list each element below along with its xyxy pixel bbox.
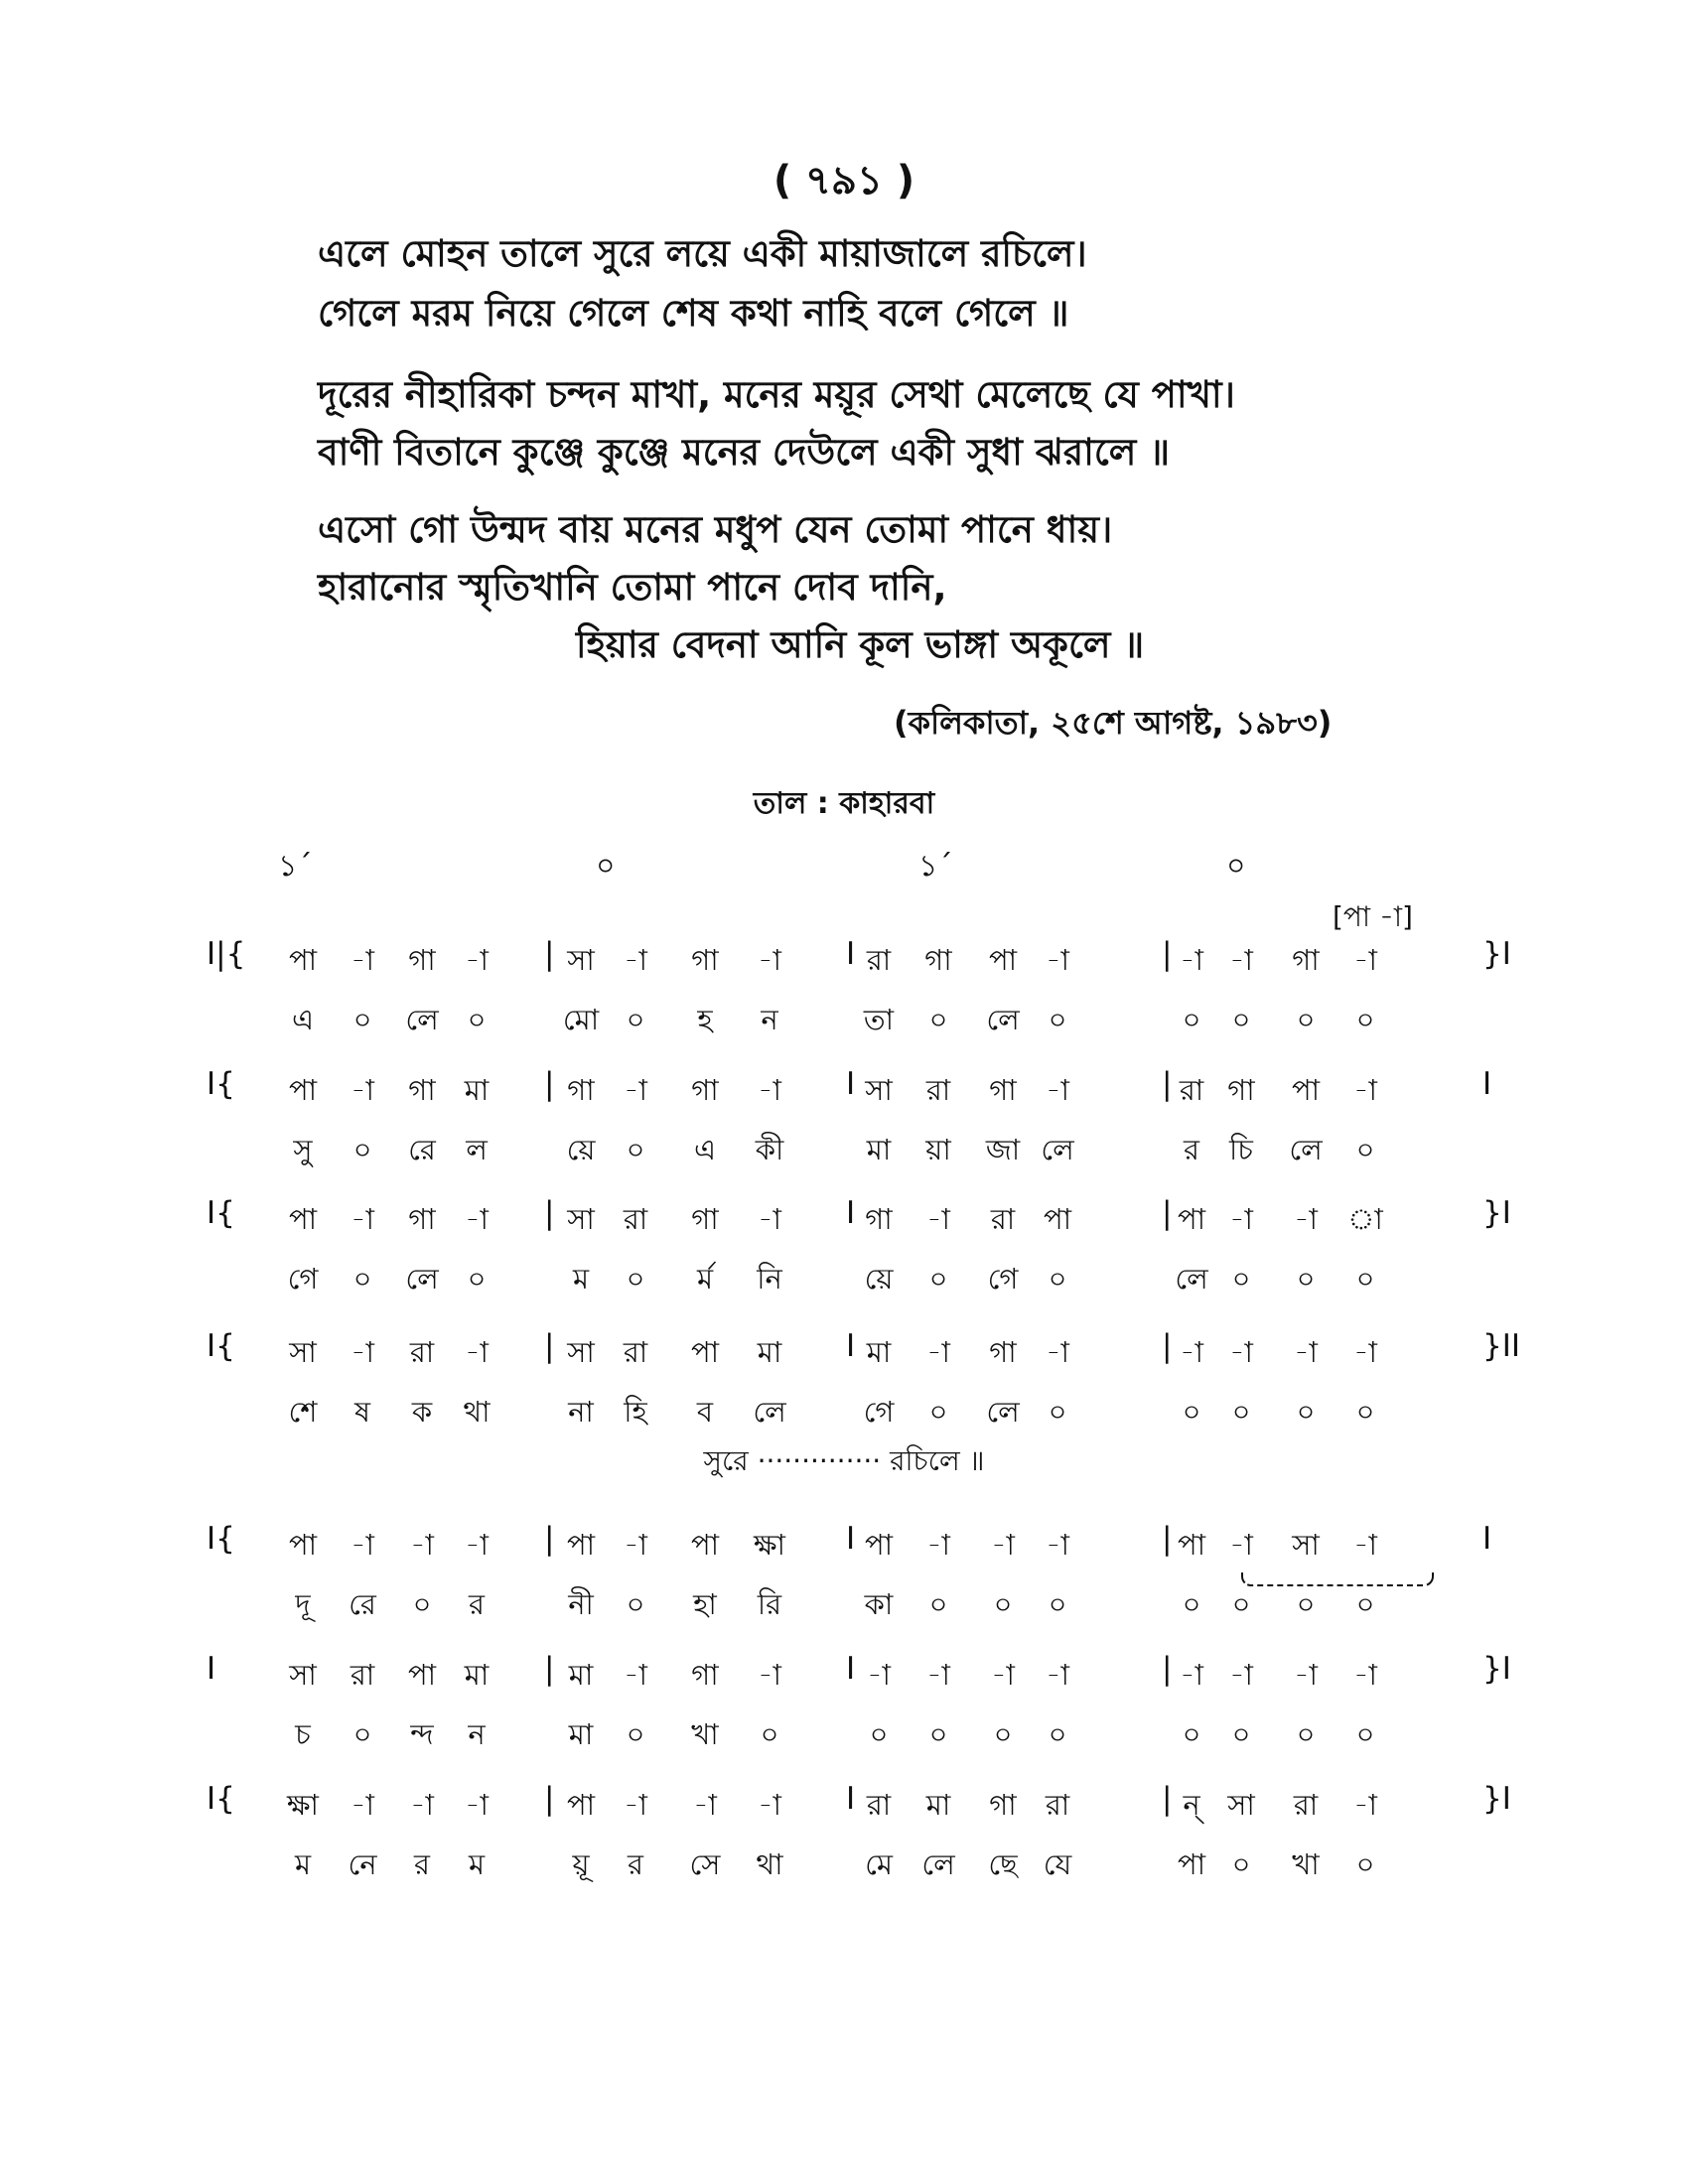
bar-separator: |: [544, 1781, 555, 1817]
swara-note: গা: [989, 1788, 1017, 1822]
swara-note: -া: [1353, 943, 1377, 977]
lyric-syllable: তা: [863, 1003, 895, 1036]
lyric-syllable: ০: [1296, 1262, 1316, 1296]
bar-separator: |: [544, 1651, 555, 1687]
lyric-syllable: লে: [753, 1395, 786, 1429]
lyric-syllable: ০: [626, 1003, 645, 1036]
swara-note: পা: [1291, 1073, 1321, 1107]
bar-separator: I: [846, 1328, 856, 1364]
swara-note: -া: [465, 1528, 489, 1562]
lyric-syllable: ০: [760, 1717, 779, 1751]
swara-note: সা: [289, 1658, 317, 1692]
swara-note: -া: [624, 1658, 647, 1692]
bar-separator: |: [1162, 1781, 1173, 1817]
lyric-syllable: র: [1184, 1133, 1199, 1166]
swara-note: গা: [408, 1202, 436, 1236]
lyric-syllable: ম: [572, 1262, 590, 1296]
lyric-syllable: গে: [287, 1262, 319, 1296]
swara-note: পা: [690, 1335, 720, 1369]
lyric-syllable: ০: [412, 1587, 432, 1621]
bar-separator: |: [1162, 1066, 1173, 1102]
swara-note: সা: [865, 1073, 893, 1107]
row-end-bar: }I: [1482, 1781, 1511, 1817]
swara-note: -া: [1046, 943, 1069, 977]
lyric-line: হারানোর স্মৃতিখানি তোমা পানে দোব দানি,: [318, 566, 947, 609]
lyric-syllable: চি: [1229, 1133, 1253, 1166]
lyric-syllable: ০: [1048, 1003, 1067, 1036]
swara-note: -া: [351, 1073, 374, 1107]
lyric-syllable: লে: [986, 1003, 1020, 1036]
swara-note: গা: [989, 1073, 1017, 1107]
swara-note: -া: [624, 1788, 647, 1822]
lyric-syllable: ০: [352, 1262, 372, 1296]
swara-note: গা: [408, 1073, 436, 1107]
swara-note: মা: [757, 1335, 782, 1369]
swara-note: -া: [1180, 943, 1203, 977]
swara-note: -া: [351, 1202, 374, 1236]
bar-separator: |: [1162, 1521, 1173, 1557]
swara-note: পা: [1043, 1202, 1072, 1236]
row-start-bar: I{: [207, 1521, 235, 1557]
lyric-syllable: হি: [624, 1395, 647, 1429]
swara-note: মা: [464, 1073, 490, 1107]
swara-note: -া: [624, 1528, 647, 1562]
swara-note: রা: [925, 1073, 951, 1107]
swara-note: গা: [1227, 1073, 1255, 1107]
lyric-syllable: ন্দ: [410, 1717, 434, 1751]
lyric-syllable: ০: [1182, 1587, 1201, 1621]
bar-separator: |: [544, 1066, 555, 1102]
lyric-syllable: ষ: [354, 1395, 370, 1429]
lyric-syllable: য়ে: [864, 1262, 894, 1296]
swara-note: া: [1347, 1202, 1383, 1236]
swara-note: পা: [566, 1528, 596, 1562]
swara-note: মা: [464, 1658, 490, 1692]
swara-note: গা: [691, 1658, 719, 1692]
swara-note: -া: [1046, 1335, 1069, 1369]
lyric-syllable: লে: [1289, 1133, 1323, 1166]
row-start-bar: I{: [207, 1066, 235, 1102]
lyric-syllable: ০: [1355, 1262, 1375, 1296]
swara-note: মা: [925, 1788, 951, 1822]
lyric-syllable: ০: [928, 1003, 948, 1036]
swara-note: গা: [691, 943, 719, 977]
swara-note: রা: [866, 943, 892, 977]
bar-separator: I: [846, 1066, 856, 1102]
lyric-syllable: গে: [863, 1395, 895, 1429]
swara-note: -া: [1229, 943, 1253, 977]
lyric-syllable: কী: [755, 1133, 784, 1166]
lyric-syllable: মে: [865, 1847, 893, 1881]
lyric-syllable: লে: [921, 1847, 955, 1881]
lyric-syllable: চ: [295, 1717, 311, 1751]
swara-note: -া: [1046, 1073, 1069, 1107]
bar-separator: |: [544, 936, 555, 972]
lyric-syllable: র: [628, 1847, 643, 1881]
row-end-bar: }II: [1482, 1328, 1521, 1364]
lyric-syllable: ছে: [988, 1847, 1018, 1881]
lyric-syllable: ০: [1048, 1262, 1067, 1296]
swara-note: সা: [289, 1335, 317, 1369]
swara-note: -া: [624, 1073, 647, 1107]
swara-note: -া: [758, 1202, 781, 1236]
swara-note: রা: [409, 1335, 435, 1369]
lyric-syllable: নে: [348, 1847, 377, 1881]
swara-note: রা: [350, 1658, 375, 1692]
swara-note: -া: [1046, 1528, 1069, 1562]
lyric-syllable: ম: [468, 1847, 486, 1881]
row-start-bar: I{: [207, 1328, 235, 1364]
lyric-syllable: রি: [757, 1587, 782, 1621]
swara-note: -া: [1353, 1788, 1377, 1822]
lyric-syllable: নি: [757, 1262, 782, 1296]
swara-note: রা: [1179, 1073, 1204, 1107]
lyric-syllable: ০: [928, 1262, 948, 1296]
bar-separator: |: [544, 1195, 555, 1231]
row-end-bar: }I: [1482, 1195, 1511, 1231]
lyric-syllable: পা: [1177, 1847, 1206, 1881]
swara-note: রা: [623, 1202, 648, 1236]
swara-note: পা: [288, 1528, 318, 1562]
lyric-syllable: লে: [1041, 1133, 1074, 1166]
swara-note: পা: [288, 1073, 318, 1107]
swara-note: গা: [567, 1073, 595, 1107]
swara-note: -া: [410, 1528, 434, 1562]
swara-note: -া: [1180, 1658, 1203, 1692]
lyric-syllable: ০: [993, 1717, 1013, 1751]
lyric-syllable: হ: [697, 1003, 713, 1036]
swara-note: গা: [865, 1202, 893, 1236]
swara-note: পা: [690, 1528, 720, 1562]
swara-note: পা: [1177, 1202, 1206, 1236]
lyric-syllable: ০: [626, 1587, 645, 1621]
lyric-syllable: সে: [689, 1847, 721, 1881]
swara-note: -া: [758, 1658, 781, 1692]
lyric-syllable: ০: [626, 1262, 645, 1296]
lyric-syllable: এ: [291, 1003, 315, 1036]
lyric-syllable: ০: [1231, 1717, 1251, 1751]
lyric-syllable: ০: [352, 1003, 372, 1036]
alternate-notes: [পা -া]: [1333, 900, 1413, 933]
swara-note: -া: [1294, 1658, 1318, 1692]
swara-note: গা: [691, 1202, 719, 1236]
lyric-syllable: দূ: [295, 1587, 311, 1621]
lyric-syllable: ০: [1355, 1717, 1375, 1751]
swara-note: -া: [1229, 1658, 1253, 1692]
row-start-bar: I: [207, 1651, 216, 1687]
row-start-bar: I{: [207, 1195, 235, 1231]
swara-note: রা: [990, 1202, 1016, 1236]
lyric-syllable: ০: [352, 1133, 372, 1166]
lyric-syllable: ০: [626, 1133, 645, 1166]
lyric-syllable: র: [414, 1847, 430, 1881]
lyric-syllable: কা: [864, 1587, 894, 1621]
lyric-syllable: ব: [696, 1395, 714, 1429]
lyric-syllable: ০: [1355, 1133, 1375, 1166]
lyric-syllable: না: [568, 1395, 594, 1429]
lyric-syllable: লে: [405, 1262, 439, 1296]
lyric-line: এলে মোহন তালে সুরে লয়ে একী মায়াজালে রচিলে।: [318, 232, 1087, 275]
lyric-line: গেলে মরম নিয়ে গেলে শেষ কথা নাহি বলে গেলে ॥: [318, 292, 1069, 335]
lyric-syllable: ০: [1182, 1717, 1201, 1751]
swara-note: -া: [465, 1788, 489, 1822]
swara-note: -া: [1353, 1658, 1377, 1692]
swara-note: মা: [568, 1658, 594, 1692]
swara-note: গা: [924, 943, 952, 977]
lyric-syllable: সু: [293, 1133, 313, 1166]
swara-note: পা: [288, 1202, 318, 1236]
lyric-syllable: খা: [1292, 1847, 1320, 1881]
bar-separator: |: [544, 1328, 555, 1364]
row-end-bar: I: [1482, 1521, 1492, 1557]
bar-separator: |: [1162, 1651, 1173, 1687]
lyric-syllable: মা: [866, 1133, 892, 1166]
row-start-bar: I|{: [207, 936, 246, 972]
swara-note: মা: [866, 1335, 892, 1369]
swara-note: পা: [566, 1788, 596, 1822]
lyric-syllable: য়ে: [566, 1133, 596, 1166]
beat-marker: ০: [596, 849, 616, 884]
swara-note: -া: [1229, 1335, 1253, 1369]
swara-note: -া: [991, 1658, 1015, 1692]
swara-note: -া: [867, 1658, 891, 1692]
slur-mark: [1241, 1572, 1434, 1586]
lyric-syllable: ০: [993, 1587, 1013, 1621]
lyric-syllable: ন: [468, 1717, 486, 1751]
swara-note: -া: [351, 1788, 374, 1822]
lyric-syllable: ০: [1296, 1395, 1316, 1429]
refrain-note: সুরে ·············· রচিলে ॥: [703, 1444, 985, 1477]
lyric-line: হিয়ার বেদনা আনি কূল ভাঙ্গা অকূলে ॥: [576, 623, 1145, 666]
swara-note: -া: [1229, 1202, 1253, 1236]
lyric-syllable: ০: [1355, 1003, 1375, 1036]
swara-note: -া: [758, 943, 781, 977]
swara-note: -া: [1180, 1335, 1203, 1369]
swara-note: সা: [567, 943, 595, 977]
swara-note: -া: [351, 1528, 374, 1562]
swara-note: -া: [1353, 1073, 1377, 1107]
page-number: ( ৭৯১ ): [773, 158, 915, 204]
row-start-bar: I{: [207, 1781, 235, 1817]
lyric-line: এসো গো উন্মদ বায় মনের মধুপ যেন তোমা পানে ধায়।: [318, 508, 1113, 551]
swara-note: গা: [408, 943, 436, 977]
lyric-syllable: শে: [288, 1395, 318, 1429]
lyric-syllable: ০: [928, 1395, 948, 1429]
lyric-syllable: লে: [986, 1395, 1020, 1429]
lyric-syllable: হা: [693, 1587, 717, 1621]
swara-note: -া: [758, 1073, 781, 1107]
lyric-syllable: ০: [1231, 1587, 1251, 1621]
lyric-line: দূরের নীহারিকা চন্দন মাখা, মনের ময়ূর সেথা মেলেছে যে পাখা।: [318, 373, 1235, 416]
swara-note: -া: [926, 1658, 950, 1692]
swara-note: -া: [1294, 1335, 1318, 1369]
lyric-syllable: লে: [405, 1003, 439, 1036]
lyric-syllable: থা: [756, 1847, 783, 1881]
lyric-syllable: গে: [987, 1262, 1019, 1296]
lyric-syllable: রে: [349, 1587, 376, 1621]
lyric-syllable: ০: [1355, 1847, 1375, 1881]
lyric-syllable: ০: [928, 1587, 948, 1621]
swara-note: -া: [465, 1335, 489, 1369]
row-end-bar: }I: [1482, 1651, 1511, 1687]
swara-note: -া: [351, 943, 374, 977]
swara-note: -া: [410, 1788, 434, 1822]
swara-note: পা: [407, 1658, 437, 1692]
swara-note: -া: [465, 1202, 489, 1236]
swara-note: -া: [465, 943, 489, 977]
swara-note: -া: [1353, 1335, 1377, 1369]
swara-note: সা: [567, 1202, 595, 1236]
swara-note: -া: [926, 1202, 950, 1236]
lyric-syllable: রে: [408, 1133, 436, 1166]
bar-separator: I: [846, 1195, 856, 1231]
lyric-syllable: ন: [761, 1003, 778, 1036]
lyric-syllable: ০: [1231, 1262, 1251, 1296]
swara-note: রা: [866, 1788, 892, 1822]
lyric-syllable: র: [469, 1587, 485, 1621]
bar-separator: I: [846, 1651, 856, 1687]
lyric-syllable: ০: [1182, 1395, 1201, 1429]
swara-note: পা: [988, 943, 1018, 977]
lyric-syllable: ০: [1048, 1587, 1067, 1621]
lyric-syllable: ০: [928, 1717, 948, 1751]
swara-note: -া: [351, 1335, 374, 1369]
lyric-syllable: নী: [568, 1587, 594, 1621]
lyric-syllable: ০: [1231, 1003, 1251, 1036]
swara-note: -া: [1229, 1528, 1253, 1562]
lyric-syllable: ০: [1048, 1395, 1067, 1429]
beat-marker: ১´: [278, 849, 313, 884]
lyric-syllable: থা: [463, 1395, 491, 1429]
bar-separator: |: [544, 1521, 555, 1557]
lyric-syllable: ম: [294, 1847, 312, 1881]
row-end-bar: }I: [1482, 936, 1511, 972]
lyric-syllable: ক: [411, 1395, 433, 1429]
swara-note: -া: [926, 1335, 950, 1369]
lyric-syllable: ০: [869, 1717, 889, 1751]
lyric-syllable: ০: [1296, 1003, 1316, 1036]
lyric-syllable: ল: [466, 1133, 488, 1166]
swara-note: ন্: [1183, 1788, 1200, 1822]
lyric-syllable: ০: [1231, 1847, 1251, 1881]
lyric-syllable: যে: [1043, 1847, 1072, 1881]
swara-note: রা: [1293, 1788, 1319, 1822]
bar-separator: I: [846, 1781, 856, 1817]
lyric-syllable: য়া: [925, 1133, 951, 1166]
swara-note: -া: [693, 1788, 717, 1822]
bar-separator: |: [1162, 1195, 1173, 1231]
swara-note: গা: [691, 1073, 719, 1107]
swara-note: পা: [864, 1528, 894, 1562]
swara-note: সা: [1292, 1528, 1320, 1562]
swara-note: সা: [1227, 1788, 1255, 1822]
lyric-syllable: ০: [1355, 1587, 1375, 1621]
bar-separator: |: [1162, 936, 1173, 972]
lyric-line: বাণী বিতানে কুঞ্জে কুঞ্জে মনের দেউলে একী সুধা ঝরালে ॥: [318, 431, 1171, 474]
swara-note: -া: [758, 1788, 781, 1822]
swara-note: রা: [1045, 1788, 1070, 1822]
swara-note: -া: [1046, 1658, 1069, 1692]
swara-note: সা: [567, 1335, 595, 1369]
lyric-syllable: র্ম: [696, 1262, 714, 1296]
bar-separator: I: [846, 1521, 856, 1557]
swara-note: রা: [623, 1335, 648, 1369]
lyric-syllable: মা: [568, 1717, 594, 1751]
lyric-syllable: ০: [1296, 1717, 1316, 1751]
lyric-syllable: ০: [467, 1262, 487, 1296]
lyric-syllable: মো: [562, 1003, 600, 1036]
swara-note: -া: [1294, 1202, 1318, 1236]
lyric-syllable: ০: [1182, 1003, 1201, 1036]
swara-note: -া: [624, 943, 647, 977]
lyric-syllable: ০: [626, 1717, 645, 1751]
swara-note: ক্ষা: [754, 1528, 785, 1562]
taal-heading: তাল : কাহারবা: [753, 786, 935, 821]
swara-note: -া: [1353, 1528, 1377, 1562]
bar-separator: |: [1162, 1328, 1173, 1364]
lyric-syllable: ০: [352, 1717, 372, 1751]
swara-note: গা: [989, 1335, 1017, 1369]
lyric-syllable: খা: [691, 1717, 719, 1751]
swara-note: গা: [1292, 943, 1320, 977]
beat-marker: ১´: [918, 849, 953, 884]
swara-note: -া: [926, 1528, 950, 1562]
lyric-syllable: লে: [1175, 1262, 1208, 1296]
lyric-syllable: ০: [1296, 1587, 1316, 1621]
lyric-syllable: ০: [467, 1003, 487, 1036]
lyric-syllable: ০: [1231, 1395, 1251, 1429]
swara-note: পা: [288, 943, 318, 977]
swara-note: পা: [1177, 1528, 1206, 1562]
dateline: (কলিকাতা, ২৫শে আগষ্ট, ১৯৮৩): [894, 704, 1333, 742]
bar-separator: I: [846, 936, 856, 972]
lyric-syllable: ০: [1355, 1395, 1375, 1429]
lyric-syllable: য়ূ: [572, 1847, 590, 1881]
swara-note: -া: [991, 1528, 1015, 1562]
beat-marker: ০: [1226, 849, 1246, 884]
lyric-syllable: জা: [985, 1133, 1021, 1166]
row-end-bar: I: [1482, 1066, 1492, 1102]
lyric-syllable: এ: [693, 1133, 717, 1166]
lyric-syllable: ০: [1048, 1717, 1067, 1751]
swara-note: ক্ষা: [287, 1788, 319, 1822]
